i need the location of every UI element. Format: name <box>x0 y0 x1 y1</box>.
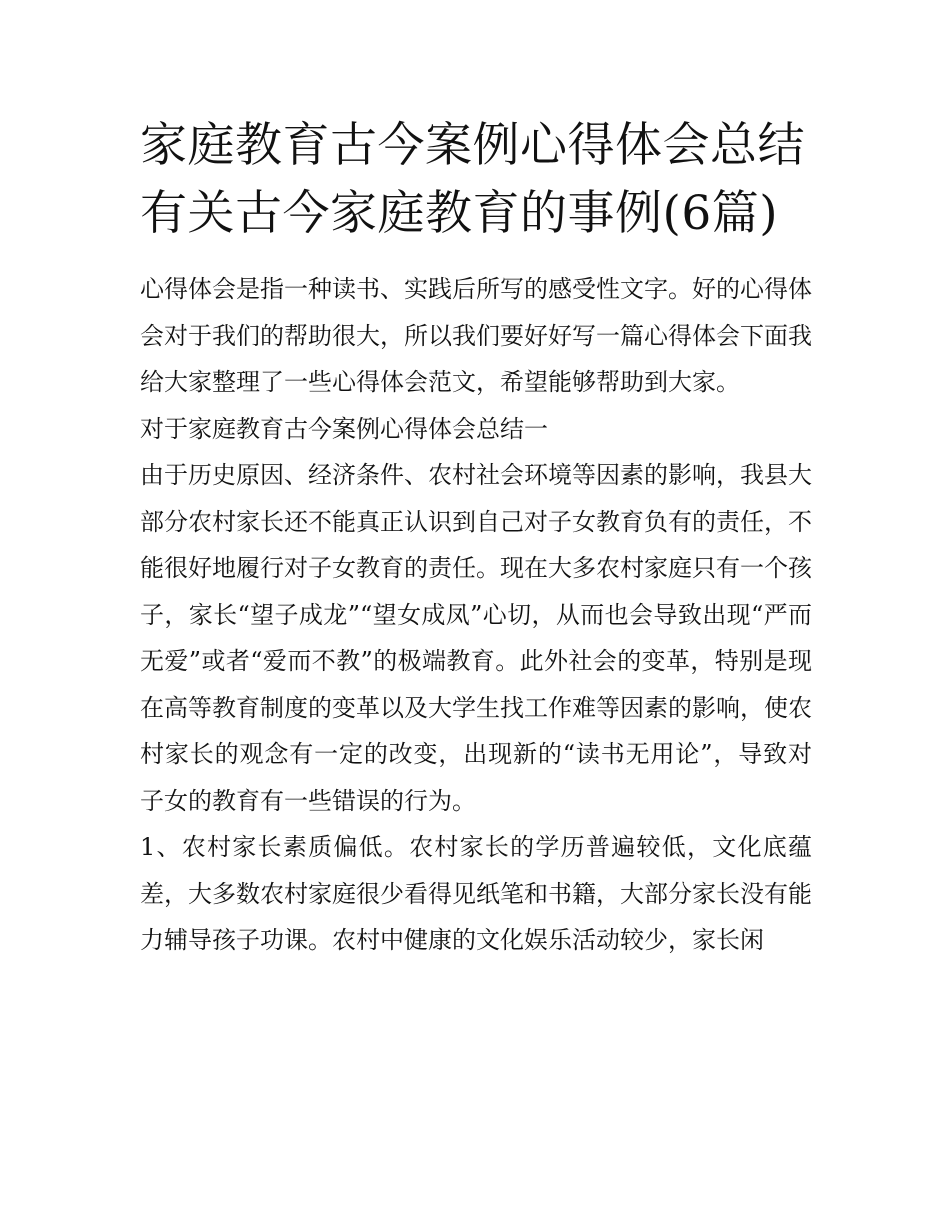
document-page <box>140 112 812 964</box>
body-paragraph: 由于历史原因、经济条件、农村社会环境等因素的影响，我县大部分农村家长还不能真正认识到自己对子女教育负有的责任，不能很好地履行对子女教育的责任。现在大多农村家庭只有一个孩子，家长“望子成龙”“望女成凤”心切，从而也会导致出现“严而无爱”或者“爱而不教”的极端教育。此外社会的变革，特别是现在高等教育制度的变革以及大学生找工作难等因素的影响，使农村家长的观念有一定的改变，出现新的“读书无用论”，导致对子女的教育有一些错误的行为。 <box>140 461 812 815</box>
numbered-paragraph: 1、农村家长素质偏低。农村家长的学历普遍较低，文化底蕴差，大多数农村家庭很少看得见纸笔和书籍，大部分家长没有能力辅导孩子功课。农村中健康的文化娱乐活动较少，家长闲 <box>140 833 812 954</box>
intro-paragraph: 心得体会是指一种读书、实践后所写的感受性文字。好的心得体会对于我们的帮助很大，所以我们要好好写一篇心得体会下面我给大家整理了一些心得体会范文，希望能够帮助到大家。 <box>140 275 812 396</box>
document-body <box>140 266 812 964</box>
document-title: 家庭教育古今案例心得体会总结 有关古今家庭教育的事例(6篇) <box>140 118 805 241</box>
section-heading: 对于家庭教育古今案例心得体会总结一 <box>140 414 548 443</box>
